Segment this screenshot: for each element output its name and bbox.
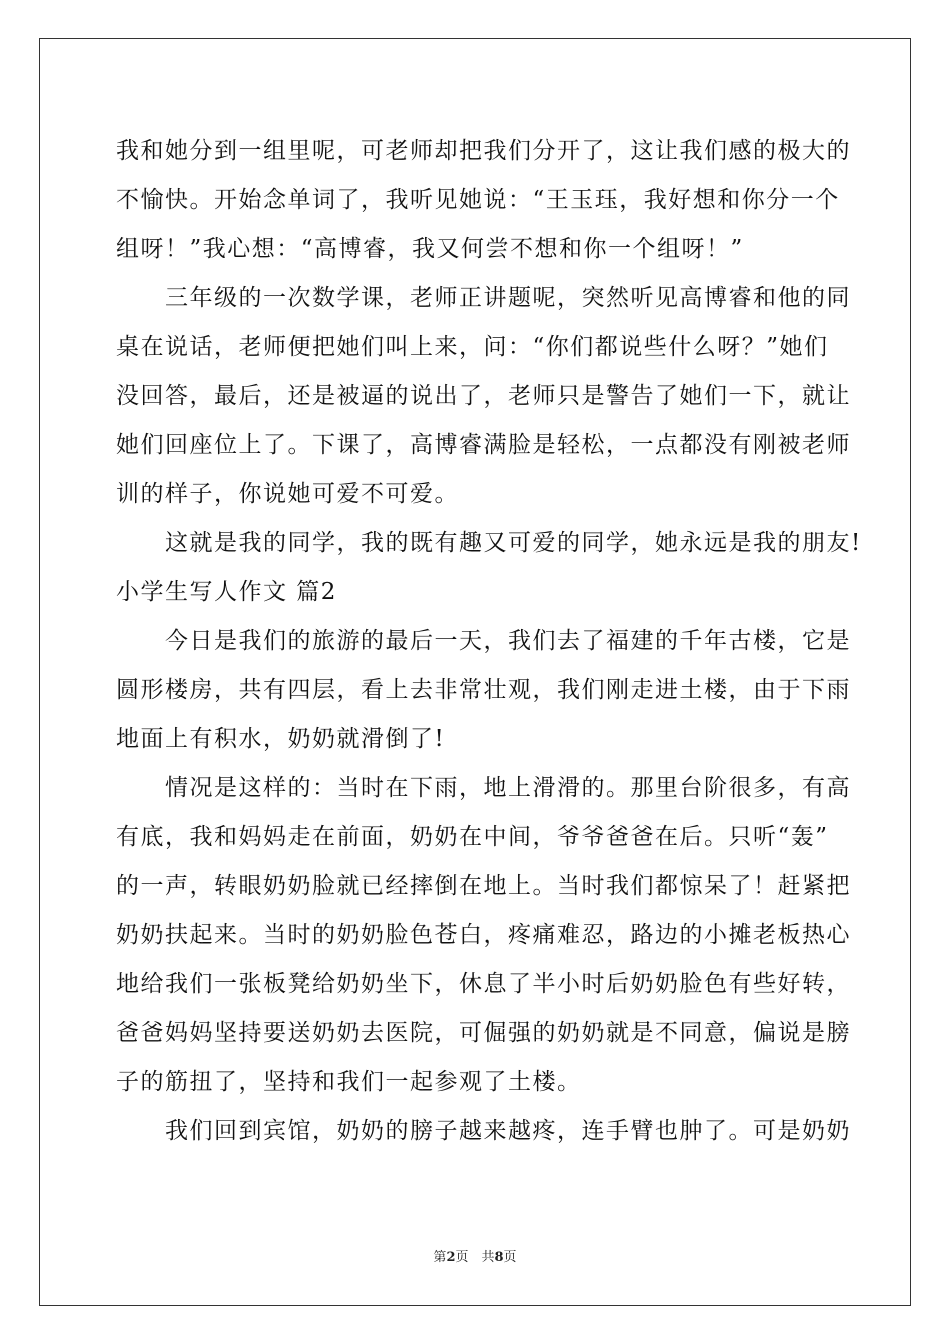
text-line: 我和她分到一组里呢，可老师却把我们分开了，这让我们感的极大的 (116, 138, 851, 164)
text-line: 训的样子，你说她可爱不可爱。 (116, 481, 459, 507)
text-line: 有底，我和妈妈走在前面，奶奶在中间，爷爷爸爸在后。只听“轰” (116, 824, 829, 850)
text-line: 圆形楼房，共有四层，看上去非常壮观，我们刚走进土楼，由于下雨 (116, 677, 851, 703)
page-suffix: 页 (503, 1250, 517, 1265)
current-page-number: 2 (446, 1250, 456, 1265)
text-line: 的一声，转眼奶奶脸就已经摔倒在地上。当时我们都惊呆了！赶紧把 (116, 873, 851, 899)
text-line: 情况是这样的：当时在下雨，地上滑滑的。那里台阶很多，有高 (116, 775, 851, 801)
text-line: 三年级的一次数学课，老师正讲题呢，突然听见高博睿和他的同 (116, 285, 851, 311)
text-line: 我们回到宾馆，奶奶的膀子越来越疼，连手臂也肿了。可是奶奶 (116, 1118, 851, 1144)
text-line: 奶奶扶起来。当时的奶奶脸色苍白，疼痛难忍，路边的小摊老板热心 (116, 922, 851, 948)
page-prefix: 第 (433, 1250, 447, 1265)
text-line: 地给我们一张板凳给奶奶坐下，休息了半小时后奶奶脸色有些好转， (116, 971, 851, 997)
text-line: 不愉快。开始念单词了，我听见她说：“王玉珏，我好想和你分一个 (116, 187, 840, 213)
text-line: 没回答，最后，还是被逼的说出了，老师只是警告了她们一下，就让 (116, 383, 851, 409)
text-line: 桌在说话，老师便把她们叫上来，问：“你们都说些什么呀？”她们 (116, 334, 829, 360)
section-heading: 小学生写人作文 篇2 (116, 579, 337, 605)
text-line: 这就是我的同学，我的既有趣又可爱的同学，她永远是我的朋友! (116, 530, 862, 556)
text-line: 地面上有积水，奶奶就滑倒了! (116, 726, 446, 752)
total-page-number: 8 (494, 1250, 504, 1265)
text-line: 子的筋扭了，坚持和我们一起参观了土楼。 (116, 1069, 582, 1095)
page-mid: 页 共 (455, 1250, 495, 1265)
text-line: 爸爸妈妈坚持要送奶奶去医院，可倔强的奶奶就是不同意，偏说是膀 (116, 1020, 851, 1046)
document-body (116, 127, 862, 1156)
text-line: 组呀！”我心想：“高博睿，我又何尝不想和你一个组呀！” (116, 236, 744, 262)
text-line: 她们回座位上了。下课了，高博睿满脸是轻松，一点都没有刚被老师 (116, 432, 851, 458)
page-footer (0, 1246, 950, 1265)
text-line: 今日是我们的旅游的最后一天，我们去了福建的千年古楼，它是 (116, 628, 851, 654)
